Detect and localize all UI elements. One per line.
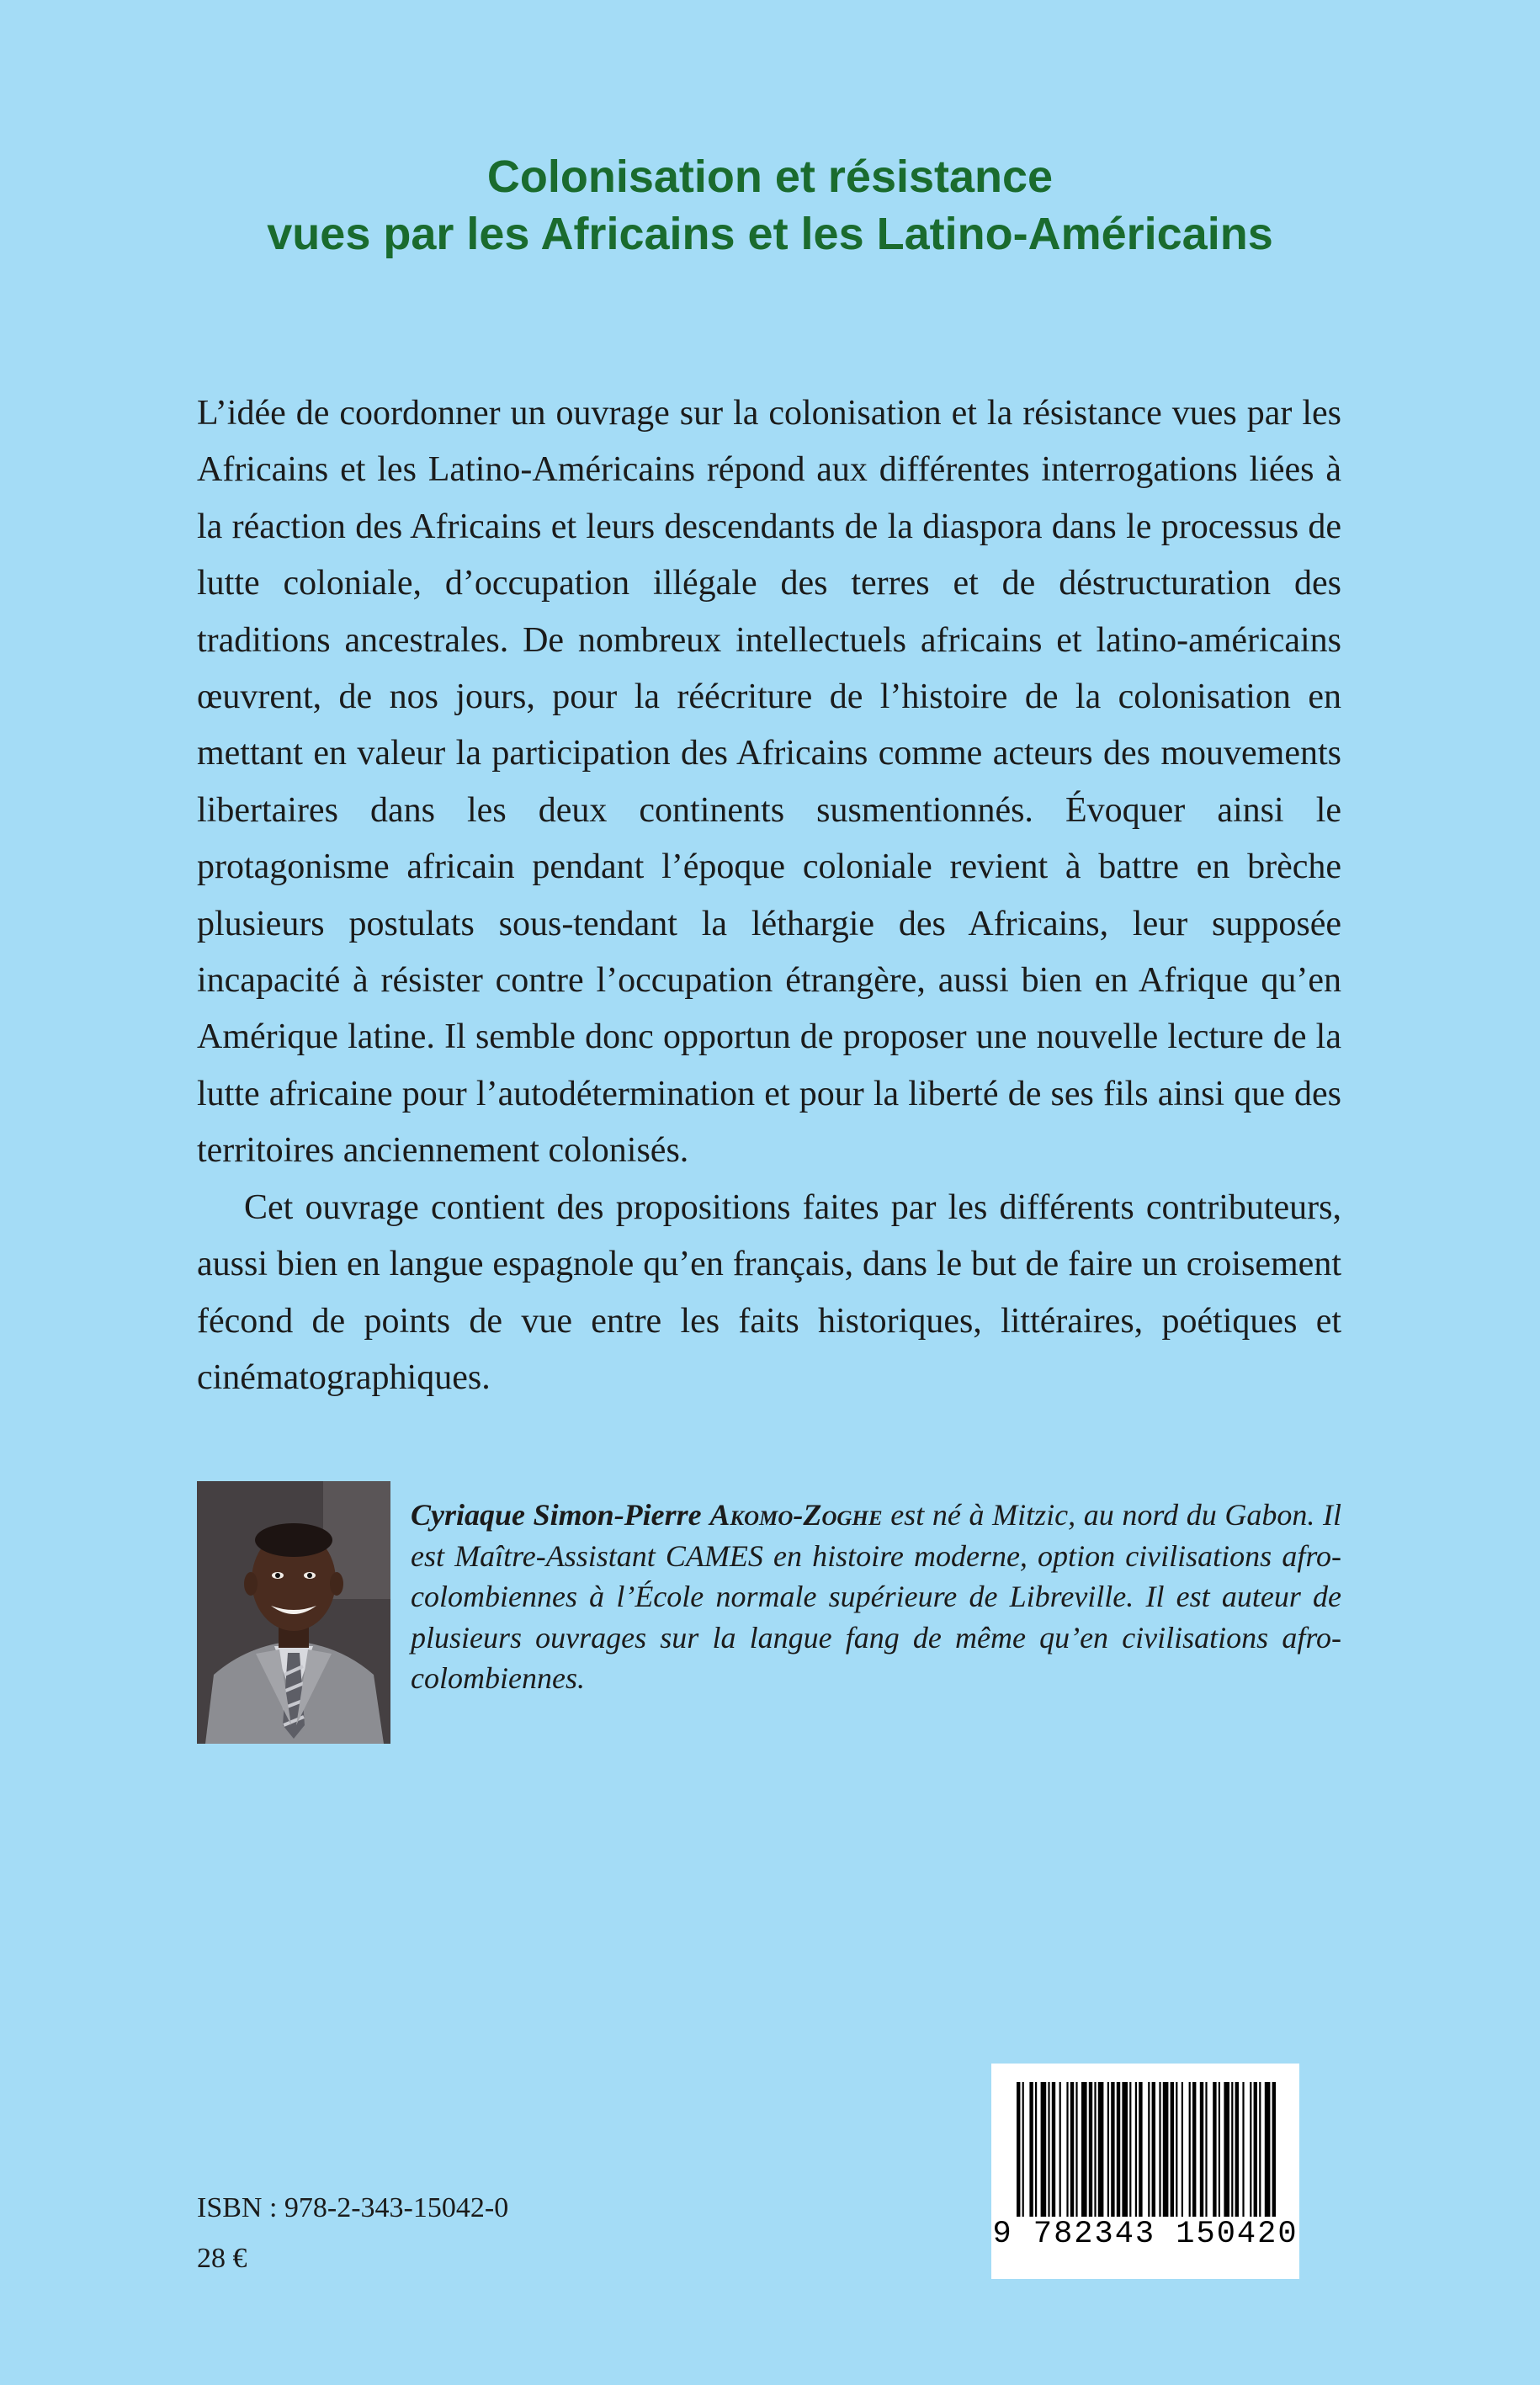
barcode-bar: [1159, 2082, 1160, 2217]
price: 28 €: [197, 2243, 247, 2274]
barcode-bar: [1098, 2082, 1104, 2217]
barcode-bar: [1089, 2082, 1092, 2217]
blurb-paragraph-2: Cet ouvrage contient des propositions faites par les différents contributeurs, aussi bien en langue espagnole qu’en français, dans le but de faire un croisement fécond de points de vue entre les faits historiques, littéraires, poétiques et cinématographiques.: [197, 1187, 1341, 1397]
barcode-bar: [1052, 2082, 1055, 2217]
author-portrait-illustration: [197, 1481, 390, 1744]
barcode-bar: [1107, 2082, 1109, 2217]
barcode-bar: [1081, 2082, 1087, 2217]
barcode-bar: [1163, 2082, 1169, 2217]
barcode-bar: [1224, 2082, 1229, 2217]
barcode-bar: [1152, 2082, 1155, 2217]
blurb-paragraph-1: L’idée de coordonner un ouvrage sur la colonisation et la résistance vues par les Africains et les Latino-Américains répond aux différentes interrogations liées à la réaction des Africains et leurs descendants de la diaspora dans le processus de lutte coloniale, d’occupation illégale des terres et de déstructuration des traditions ancestrales. De nombreux intellectuels africains et latino-américains œuvrent, de nos jours, pour la réécriture de l’histoire de la colonisation en mettant en valeur la participation des Africains comme acteurs des mouvements libertaires dans les deux continents susmentionnés. Évoquer ainsi le protagonisme africain pendant l’époque coloniale revient à battre en brèche plusieurs postulats sous-tendant la léthargie des Africains, leur supposée incapacité à résister contre l’occupation étrangère, aussi bien en Afrique qu’en Amérique latine. Il semble donc opportun de proposer une nouvelle lecture de la lutte africaine pour l’autodétermination et pour la liberté de ses fils ainsi que des territoires anciennement colonisés.: [197, 394, 1341, 1171]
barcode-bar: [1148, 2082, 1150, 2217]
barcode-bar: [1048, 2082, 1049, 2217]
barcode-bar: [1182, 2082, 1183, 2217]
barcode-bar: [1035, 2082, 1037, 2217]
barcode-bar: [1075, 2082, 1077, 2217]
book-title: [0, 148, 1540, 263]
barcode-bar: [1129, 2082, 1131, 2217]
barcode-bar: [1176, 2082, 1177, 2217]
barcode-bar: [1200, 2082, 1203, 2217]
barcode-bar: [1022, 2082, 1024, 2217]
barcode-bar: [1265, 2082, 1271, 2217]
barcode-bar: [1235, 2082, 1239, 2217]
barcode-bar: [1059, 2082, 1061, 2217]
barcode-bar: [1041, 2082, 1047, 2217]
barcode-bar: [1189, 2082, 1191, 2217]
author-surname: Akomo-Zoghe: [709, 1498, 883, 1532]
barcode-bar: [1213, 2082, 1216, 2217]
barcode-bar: [1254, 2082, 1257, 2217]
barcode: [991, 2064, 1299, 2279]
barcode-bar: [1171, 2082, 1174, 2217]
barcode-bar: [1117, 2082, 1120, 2217]
barcode-bar: [1219, 2082, 1220, 2217]
title-line-1: Colonisation et résistance: [486, 151, 1054, 202]
barcode-bar: [1139, 2082, 1142, 2217]
barcode-bars: [991, 2064, 1299, 2223]
barcode-bar: [1070, 2082, 1074, 2217]
barcode-bar: [1066, 2082, 1068, 2217]
barcode-number: 9 782343 150420: [992, 2217, 1298, 2252]
barcode-bar: [1205, 2082, 1207, 2217]
author-bio-text: est né à Mitzic, au nord du Gabon. Il est Maître-Assistant CAMES en histoire moderne, option civilisations afro-colombiennes à l’École normale supérieure de Libreville. Il est auteur de plusieurs ouvrages sur la langue fang de même qu’en civilisations afro-colombiennes.: [411, 1498, 1341, 1695]
barcode-bar: [1135, 2082, 1137, 2217]
barcode-bar: [1242, 2082, 1244, 2217]
barcode-bar: [1259, 2082, 1261, 2217]
title-line-2: vues par les Africains et les Latino-Américains: [267, 209, 1273, 259]
barcode-bar: [1017, 2082, 1020, 2217]
barcode-bar: [1250, 2082, 1251, 2217]
barcode-bar: [1111, 2082, 1114, 2217]
barcode-bar: [1192, 2082, 1196, 2217]
barcode-bar: [1122, 2082, 1128, 2217]
barcode-bar: [1029, 2082, 1033, 2217]
author-photo: [197, 1481, 390, 1744]
author-first-names: Cyriaque Simon-Pierre: [411, 1498, 702, 1532]
author-bio: [411, 1495, 1341, 1699]
barcode-bar: [1094, 2082, 1096, 2217]
blurb: [197, 385, 1341, 1406]
barcode-bar: [1272, 2082, 1276, 2217]
barcode-bar: [1231, 2082, 1233, 2217]
isbn: ISBN : 978-2-343-15042-0: [197, 2192, 509, 2223]
